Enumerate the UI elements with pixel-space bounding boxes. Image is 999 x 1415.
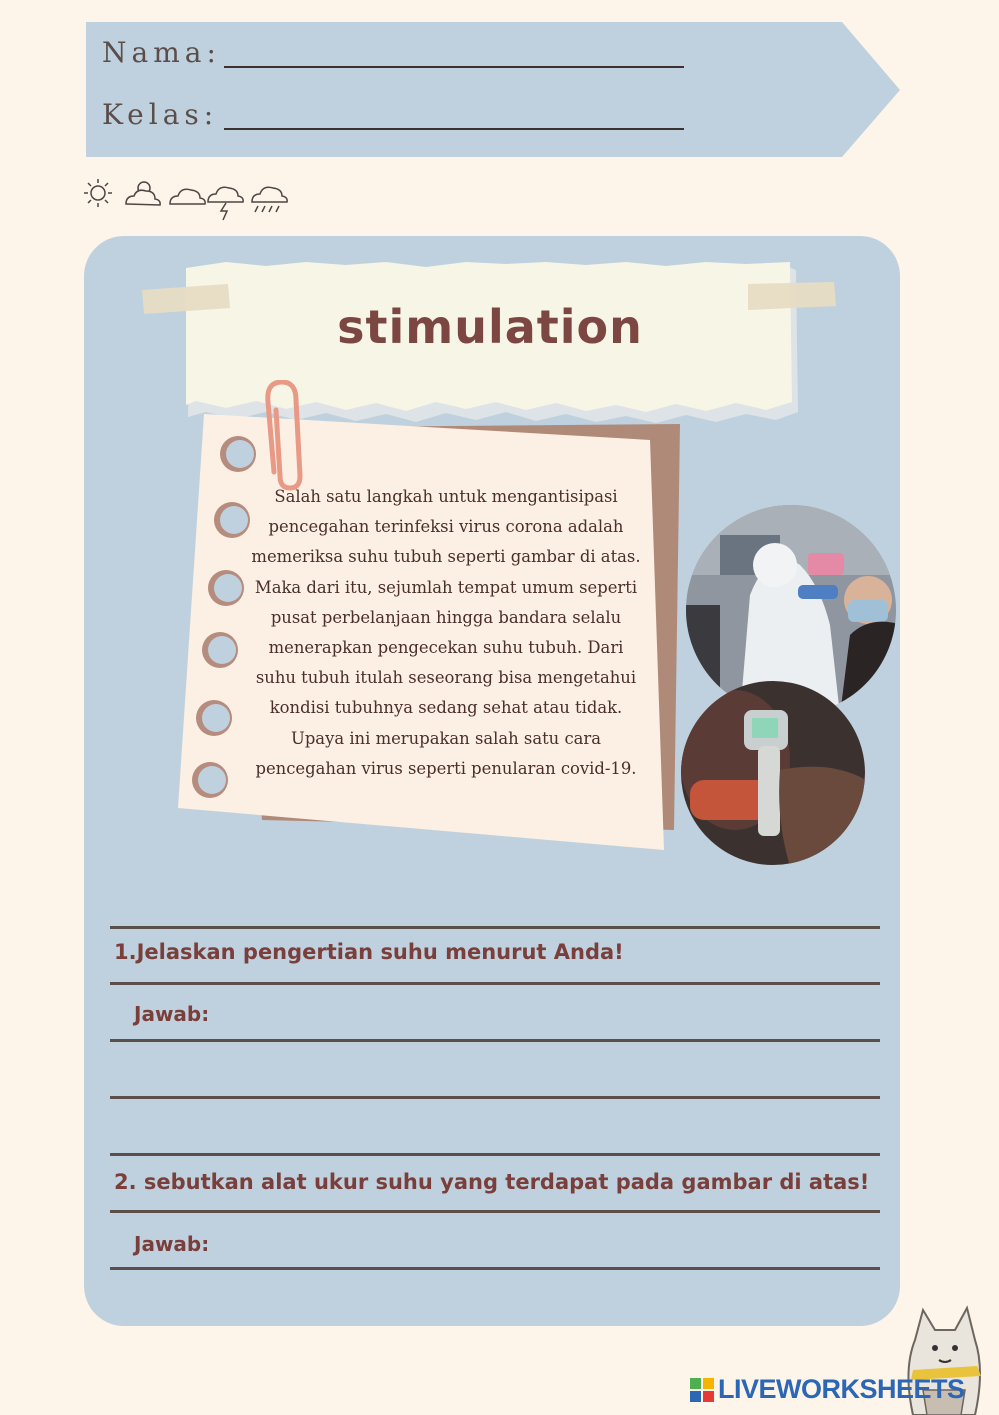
divider-line	[110, 1210, 880, 1213]
rain-icon	[252, 187, 287, 212]
class-label: Kelas:	[102, 98, 219, 131]
reading-paragraph: Salah satu langkah untuk mengantisipasi pencegahan terinfeksi virus corona adalah memeriksa suhu tubuh seperti gambar di atas. Maka dari itu, sejumlah tempat umum seperti pusat perbelanjaan hingga bandara selalu menerapkan pengecekan suhu tubuh. Dari suhu tubuh itulah seseorang bisa mengetahui kondisi tubuhnya sedang sehat atau tidak. Upaya ini merupakan salah satu cara pencegahan virus seperti penularan covid-19.	[251, 487, 641, 778]
answer-1-line[interactable]	[110, 1153, 880, 1156]
temperature-check-photo-2	[680, 680, 866, 866]
question-1: 1.Jelaskan pengertian suhu menurut Anda!	[114, 940, 624, 964]
header-banner	[0, 0, 999, 170]
thunderstorm-icon	[208, 187, 243, 220]
sun-icon	[84, 179, 112, 207]
question-2: 2. sebutkan alat ukur suhu yang terdapat pada gambar di atas!	[114, 1170, 870, 1194]
class-input-line[interactable]	[224, 128, 684, 130]
brand-text: LIVEWORKSHEETS	[718, 1374, 965, 1404]
liveworksheets-brand[interactable]	[690, 1374, 965, 1405]
divider-line	[110, 926, 880, 929]
partly-cloudy-icon	[126, 182, 160, 205]
answer-1-label: Jawab:	[134, 1002, 210, 1026]
answer-1-line[interactable]	[110, 1096, 880, 1099]
name-input-line[interactable]	[224, 66, 684, 68]
liveworksheets-logo-icon	[690, 1378, 714, 1402]
name-label: Nama:	[102, 36, 221, 69]
page-title: stimulation	[337, 300, 643, 354]
weather-icons	[84, 178, 294, 222]
divider-line	[110, 982, 880, 985]
answer-1-line[interactable]	[110, 1039, 880, 1042]
cloud-icon	[170, 189, 205, 204]
answer-2-line[interactable]	[110, 1267, 880, 1270]
answer-2-label: Jawab:	[134, 1232, 210, 1256]
